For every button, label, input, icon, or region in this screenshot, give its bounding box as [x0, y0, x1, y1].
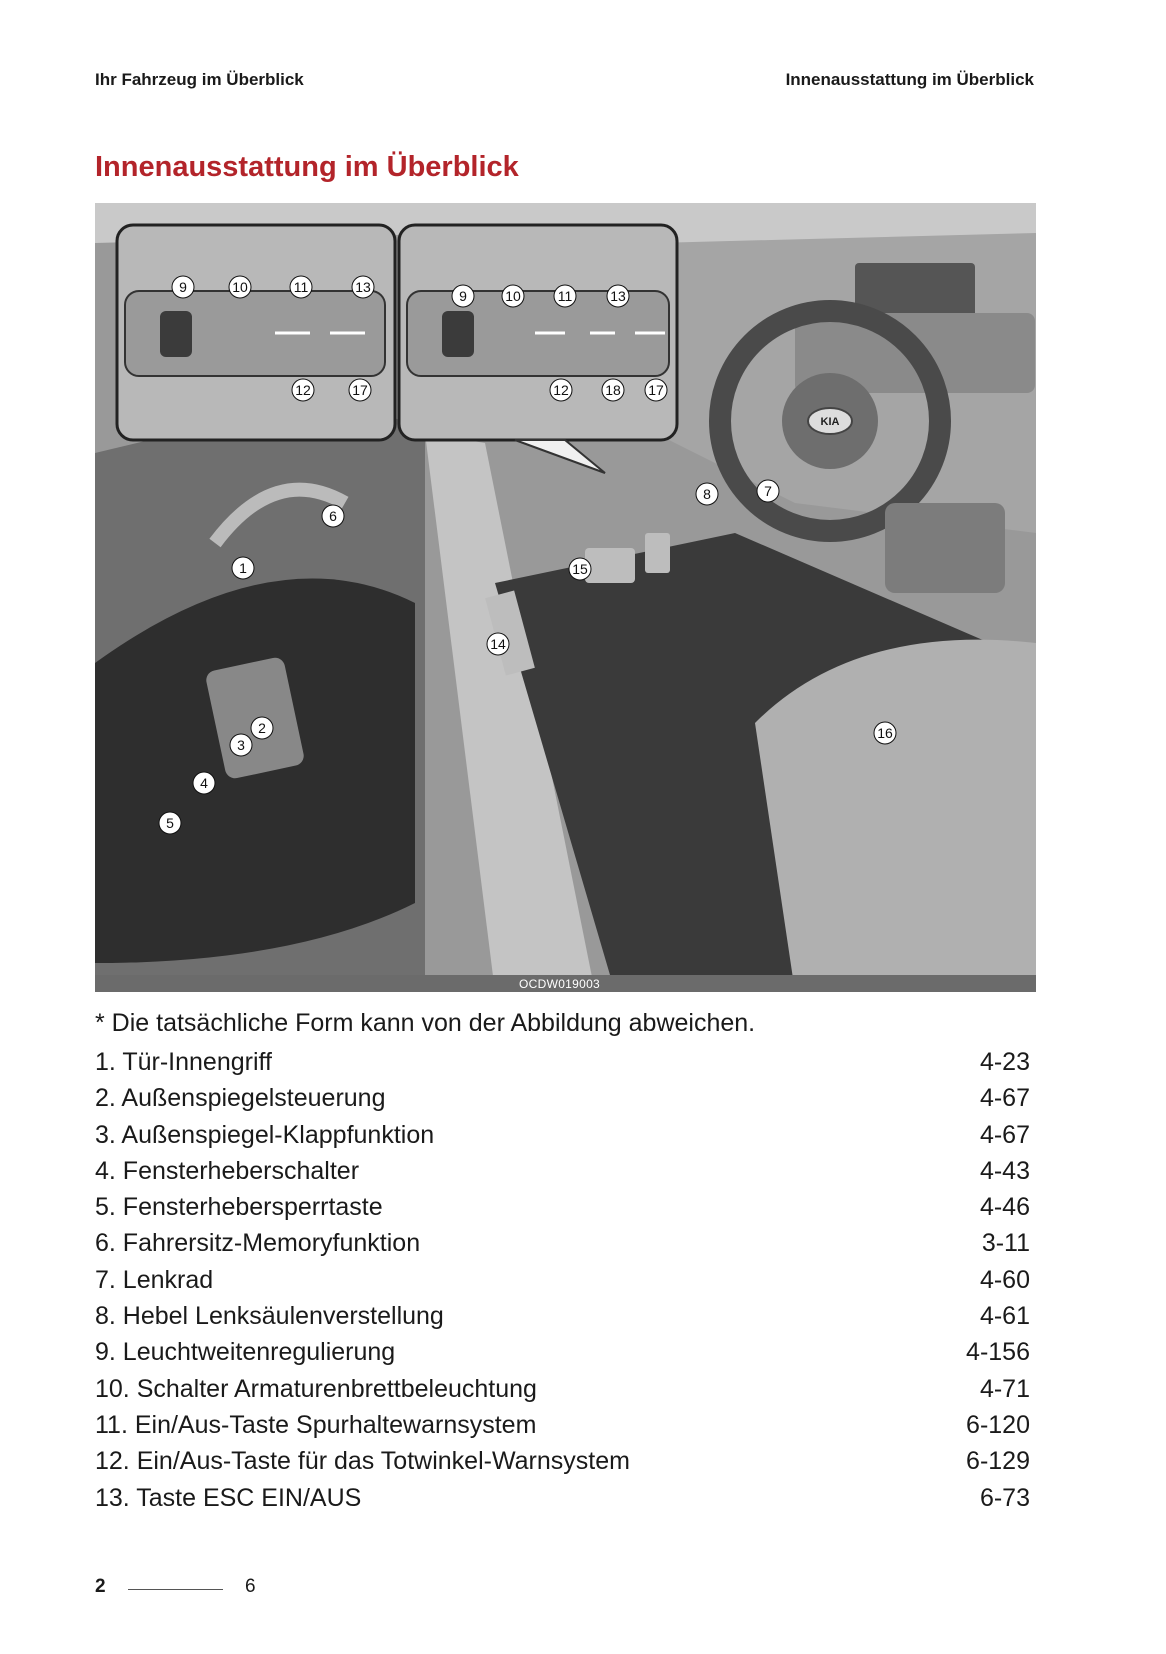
- item-label: 1. Tür-Innengriff: [95, 1048, 272, 1076]
- item-page: 4-67: [979, 1084, 1030, 1113]
- list-item: [95, 1371, 1030, 1407]
- list-item: [95, 1334, 1030, 1370]
- callout-10-left: [229, 276, 251, 298]
- item-label: 6. Fahrersitz-Memoryfunktion: [95, 1229, 421, 1258]
- list-item: [95, 1298, 1030, 1334]
- svg-text:13: 13: [610, 288, 626, 304]
- callout-15: [569, 558, 591, 580]
- item-page: 4-60: [979, 1265, 1030, 1294]
- interior-illustration: [95, 203, 1036, 992]
- svg-text:12: 12: [553, 382, 569, 398]
- callout-5: [159, 812, 181, 834]
- item-label: 9. Leuchtweitenregulierung: [95, 1338, 396, 1367]
- callout-17-left: [349, 379, 371, 401]
- svg-text:10: 10: [232, 279, 248, 295]
- page-title: Innenausstattung im Überblick: [95, 151, 519, 183]
- svg-text:15: 15: [572, 561, 588, 577]
- component-list: [95, 1044, 1030, 1516]
- item-label: 10. Schalter Armaturenbrettbeleuchtung: [95, 1374, 537, 1403]
- figure-note: * Die tatsächliche Form kann von der Abbildung abweichen.: [95, 1009, 756, 1037]
- callout-11-left: [290, 276, 312, 298]
- svg-text:5: 5: [166, 815, 174, 831]
- item-page: 4-71: [979, 1374, 1030, 1403]
- callout-6: [322, 505, 344, 527]
- svg-text:12: 12: [295, 382, 311, 398]
- callout-7: [757, 480, 779, 502]
- callout-3: [230, 734, 252, 756]
- brand-logo: KIA: [820, 416, 840, 428]
- svg-text:14: 14: [490, 636, 506, 652]
- item-label: 13. Taste ESC EIN/AUS: [95, 1483, 362, 1512]
- callout-10-right: [502, 285, 524, 307]
- item-page: 4-43: [979, 1156, 1030, 1185]
- list-item: [95, 1480, 1030, 1516]
- svg-text:18: 18: [605, 382, 621, 398]
- item-page: 6-129: [966, 1447, 1030, 1476]
- svg-text:10: 10: [505, 288, 521, 304]
- svg-text:3: 3: [237, 737, 245, 753]
- list-item: [95, 1407, 1030, 1443]
- svg-text:1: 1: [239, 560, 247, 576]
- item-label: 2. Außenspiegelsteuerung: [95, 1084, 386, 1113]
- item-label: 3. Außenspiegel-Klappfunktion: [95, 1120, 435, 1149]
- svg-text:6: 6: [329, 508, 337, 524]
- svg-text:7: 7: [764, 483, 772, 499]
- list-item: [95, 1262, 1030, 1298]
- page-section-number: 2: [95, 1576, 106, 1597]
- running-header-left: Ihr Fahrzeug im Überblick: [95, 70, 304, 89]
- item-page: 4-46: [979, 1193, 1030, 1222]
- item-page: 6-73: [979, 1483, 1030, 1512]
- item-label: 8. Hebel Lenksäulenverstellung: [95, 1302, 444, 1331]
- callout-9-right: [452, 285, 474, 307]
- svg-text:11: 11: [293, 279, 309, 295]
- list-item: [95, 1189, 1030, 1225]
- svg-text:13: 13: [355, 279, 371, 295]
- item-page: 6-120: [966, 1410, 1030, 1439]
- svg-text:17: 17: [648, 382, 664, 398]
- callout-17-right: [645, 379, 667, 401]
- item-label: 11. Ein/Aus-Taste Spurhaltewarnsystem: [95, 1410, 537, 1439]
- callout-1: [232, 557, 254, 579]
- callout-16: [874, 722, 896, 744]
- svg-text:9: 9: [179, 279, 187, 295]
- svg-text:2: 2: [258, 720, 266, 736]
- footer-divider: [128, 1589, 223, 1590]
- callout-13-right: [607, 285, 629, 307]
- list-item: [95, 1117, 1030, 1153]
- callout-9-left: [172, 276, 194, 298]
- item-label: 5. Fensterhebersperrtaste: [95, 1193, 383, 1222]
- callout-14: [487, 633, 509, 655]
- item-page: 4-156: [966, 1338, 1030, 1367]
- item-page: 4-67: [979, 1120, 1030, 1149]
- callout-2: [251, 717, 273, 739]
- list-item: [95, 1225, 1030, 1261]
- item-page: 4-23: [979, 1048, 1030, 1076]
- item-label: 4. Fensterheberschalter: [95, 1156, 360, 1185]
- callout-8: [696, 483, 718, 505]
- svg-text:16: 16: [877, 725, 893, 741]
- svg-text:8: 8: [703, 486, 711, 502]
- list-item: [95, 1443, 1030, 1479]
- callout-4: [193, 772, 215, 794]
- svg-text:17: 17: [352, 382, 368, 398]
- page-number: 6: [245, 1576, 256, 1597]
- item-page: 4-61: [979, 1302, 1030, 1331]
- figure-code: OCDW019003: [519, 977, 601, 991]
- callout-12-right: [550, 379, 572, 401]
- item-label: 12. Ein/Aus-Taste für das Totwinkel-Warnsystem: [95, 1447, 630, 1476]
- interior-drawing: [95, 203, 1036, 992]
- svg-text:11: 11: [557, 288, 573, 304]
- svg-text:4: 4: [200, 775, 208, 791]
- callout-12-left: [292, 379, 314, 401]
- list-item: [95, 1044, 1030, 1080]
- callout-11-right: [554, 285, 576, 307]
- running-header-right: Innenausstattung im Überblick: [785, 70, 1034, 89]
- list-item: [95, 1080, 1030, 1116]
- svg-text:9: 9: [459, 288, 467, 304]
- callout-13-left: [352, 276, 374, 298]
- item-page: 3-11: [981, 1229, 1030, 1258]
- item-label: 7. Lenkrad: [95, 1265, 214, 1294]
- callout-18-right: [602, 379, 624, 401]
- list-item: [95, 1153, 1030, 1189]
